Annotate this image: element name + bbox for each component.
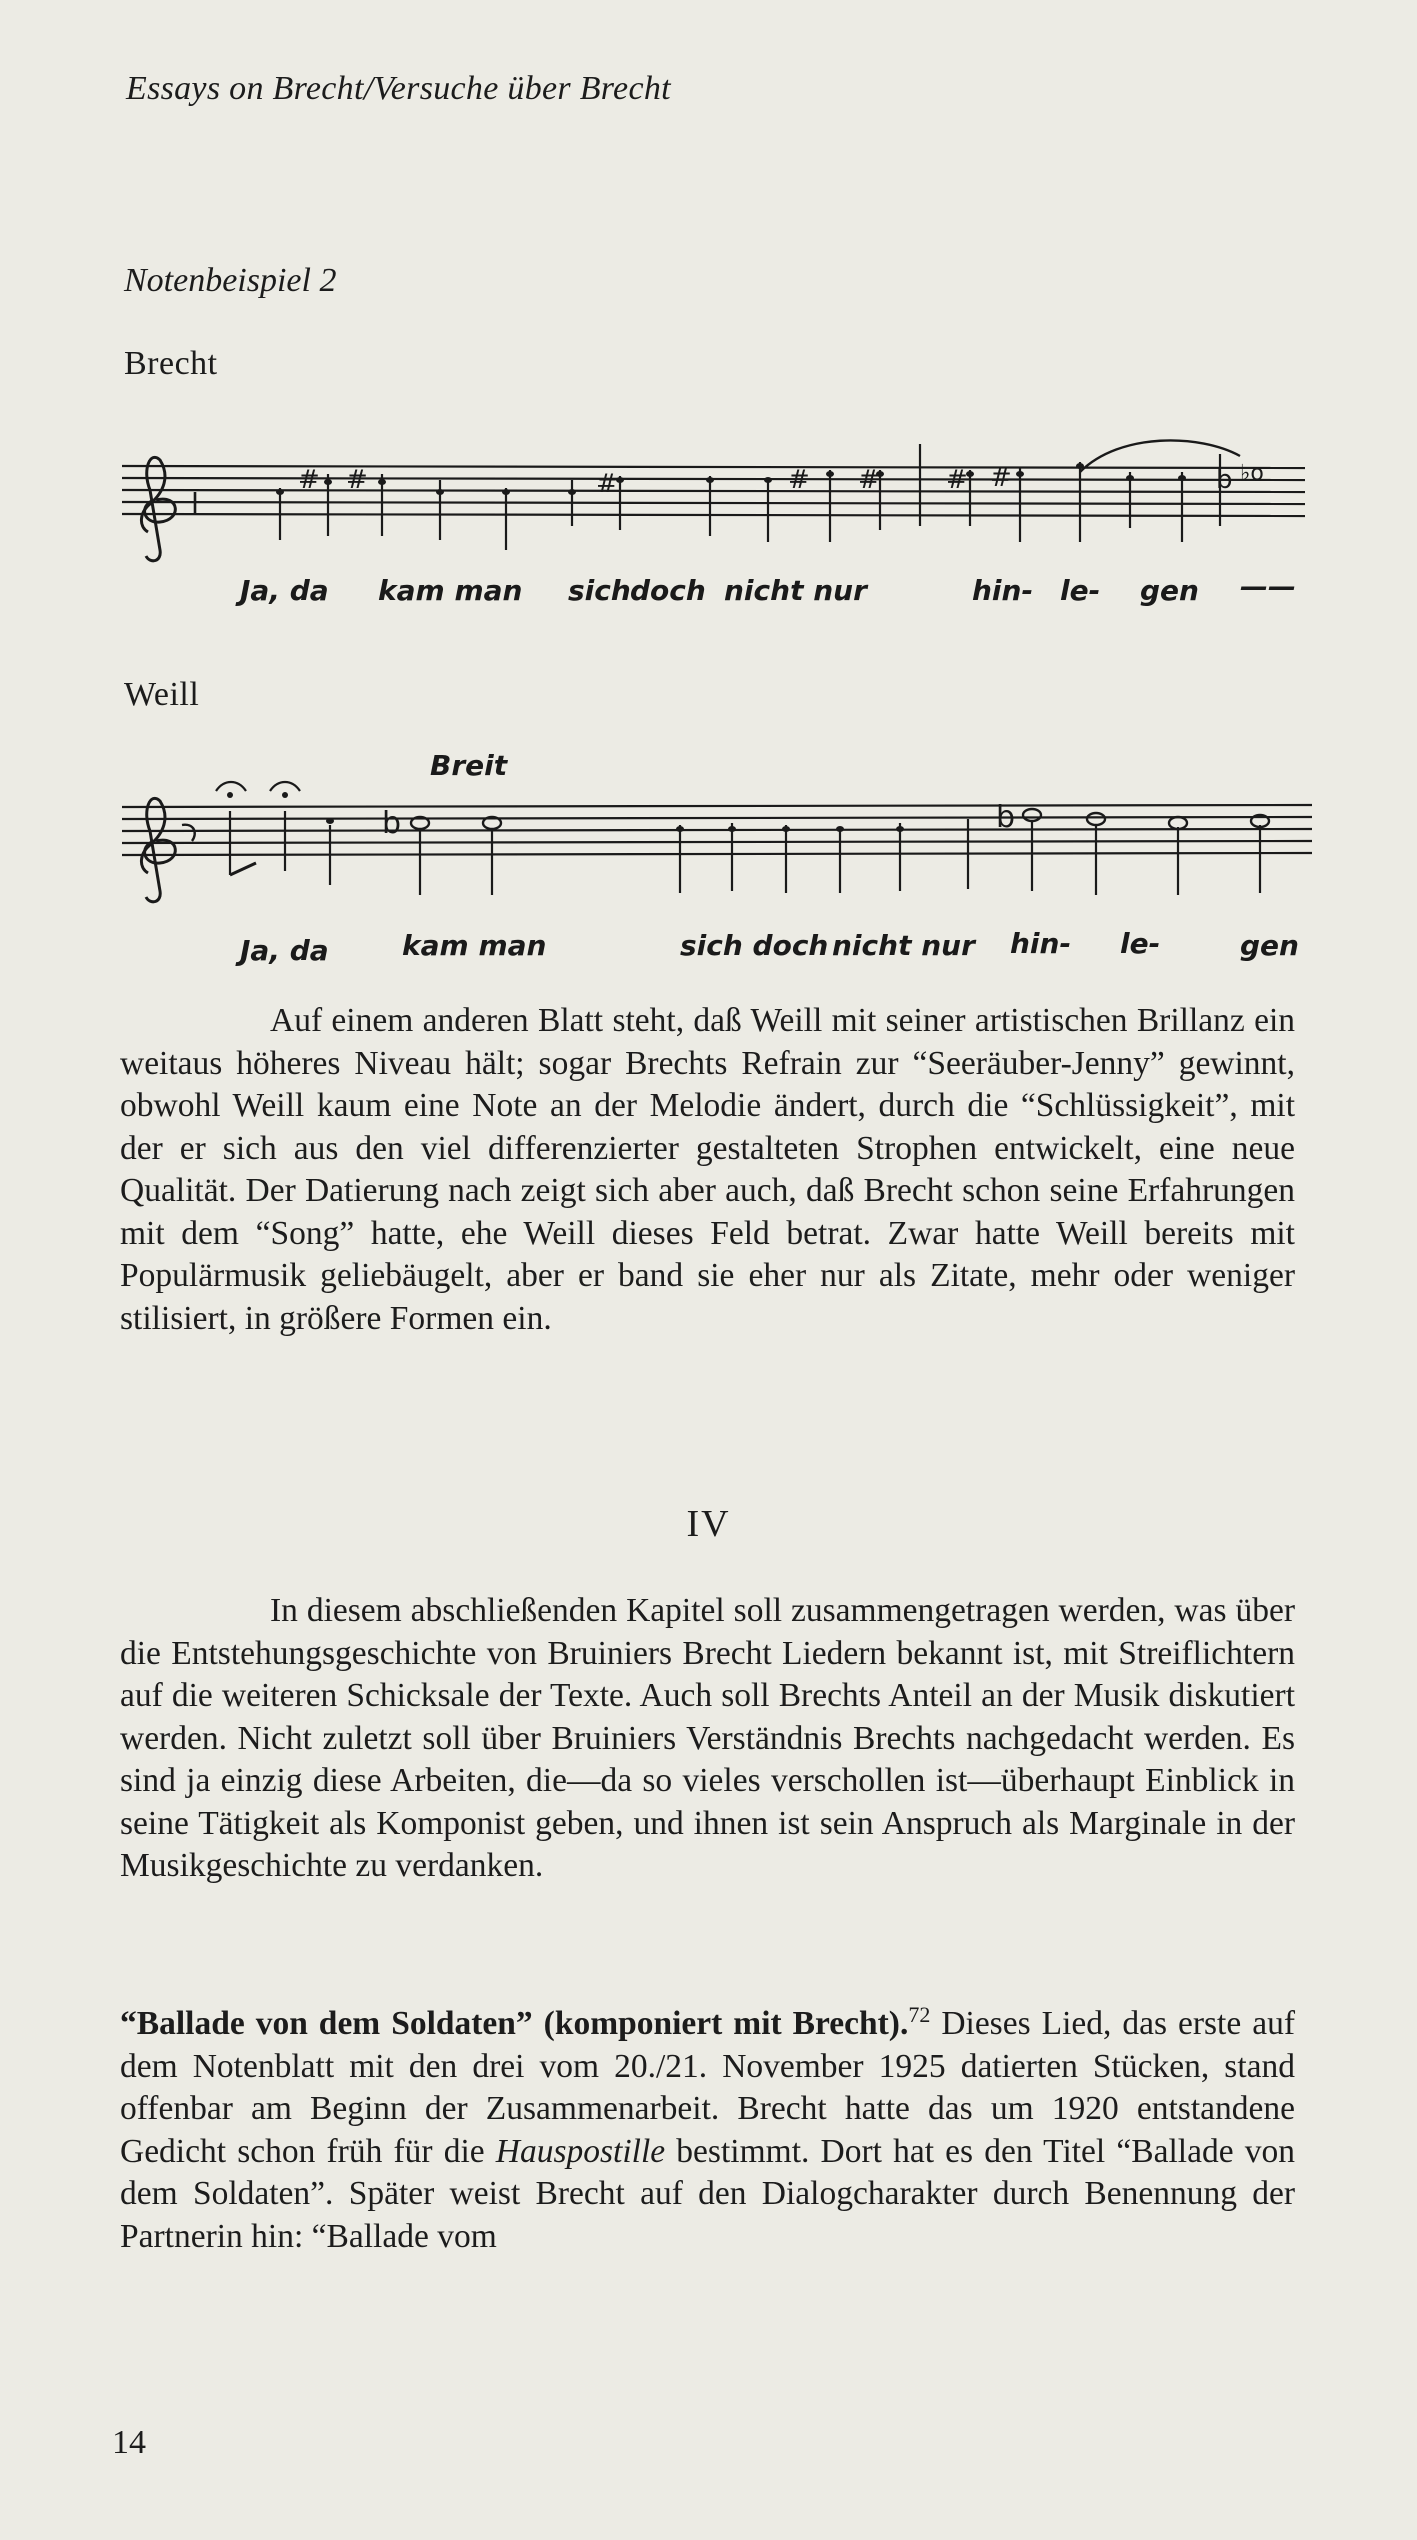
brecht-lyric: kam man [378, 574, 523, 607]
paragraph-text-part: bestimmt. Dort hat es den Titel “Ballade von dem Soldaten”. Später weist Brecht auf den Dialogcharakter durch Benennung der Partnerin hin: “Ballade vom [120, 2132, 1295, 2255]
body-paragraph-2 [120, 1590, 1295, 1888]
weill-lyric: sich doch [680, 929, 829, 962]
section-heading: IV [686, 1503, 731, 1545]
weill-lyric: nicht nur [832, 929, 975, 962]
brecht-lyric: —— [1240, 570, 1296, 603]
brecht-lyric: doch [630, 574, 706, 607]
brecht-staff-label: Brecht [124, 345, 218, 382]
brecht-lyric: nicht nur [724, 574, 867, 607]
paragraph-text: In diesem abschließenden Kapitel soll zusammengetragen werden, was über die Entstehungsgeschichte von Bruiniers Brecht Liedern bekannt ist, mit Streiflichtern auf die weiteren Schicksale der Texte. Auch soll Brechts Anteil an der Musik diskutiert werden. Nicht zuletzt soll über Bruiniers Verständnis Brechts nachgedacht werden. Es sind ja einzig diese Arbeiten, die—da so vieles verschollen ist—überhaupt Einblick in seine Tätigkeit als Komponist geben, und ihnen ist sein Anspruch als Marginale in der Musikgeschichte zu verdanken. [120, 1592, 1295, 1884]
footnote-marker: 72 [908, 2001, 931, 2027]
brecht-lyric: gen [1140, 574, 1199, 607]
brecht-lyric: Ja, da [240, 574, 329, 607]
weill-music-staff [120, 745, 1320, 985]
weill-staff-label: Weill [124, 676, 200, 713]
song-title-lead: “Ballade von dem Soldaten” (komponiert mit Brecht). [120, 2005, 909, 2042]
svg-text:b: b [1216, 465, 1233, 495]
brecht-lyric: sich [568, 574, 631, 607]
weill-lyric: kam man [402, 929, 547, 962]
brecht-lyric: le- [1060, 574, 1101, 607]
weill-lyric: le- [1120, 927, 1161, 960]
italic-title: Hauspostille [495, 2132, 666, 2170]
svg-text:#: # [596, 469, 618, 499]
svg-text:#: # [990, 463, 1012, 493]
brecht-lyric: hin- [972, 574, 1034, 607]
svg-text:#: # [858, 465, 880, 495]
brecht-music-staff [120, 430, 1320, 640]
svg-text:b: b [382, 806, 402, 841]
paragraph-text [120, 2003, 1295, 2258]
weill-lyric: gen [1240, 929, 1299, 962]
running-head: Essays on Brecht/Versuche über Brecht [126, 70, 671, 107]
body-paragraph-1 [120, 1000, 1295, 1340]
weill-lyric: hin- [1010, 927, 1072, 960]
svg-text:#: # [946, 465, 968, 495]
paragraph-text: Auf einem anderen Blatt steht, daß Weill mit seiner artistischen Brillanz ein weitaus höheres Niveau hält; sogar Brechts Refrain zur “Seeräuber-Jenny” gewinnt, obwohl Weill kaum eine Note an der Melodie ändert, durch die “Schlüssigkeit”, mit der er sich aus den viel differenzierter gestalteten Strophen entwickelt, eine neue Qualität. Der Datierung nach zeigt sich aber auch, daß Brecht schon seine Erfahrungen mit dem “Song” hatte, ehe Weill dieses Feld betrat. Zwar hatte Weill bereits mit Populärmusik geliebäugelt, aber er band sie eher nur als Zitate, mehr oder weniger stilisiert, in größere Formen ein. [120, 1002, 1295, 1337]
weill-annotation: Breit [430, 749, 508, 782]
svg-text:b: b [996, 800, 1016, 835]
svg-text:♭o: ♭o [1240, 461, 1264, 486]
paragraph-text-part: Dieses Lied, das erste auf dem Notenblatt mit den drei vom 20./21. November 1925 datierten Stücken, stand offenbar am Beginn der Zusammenarbeit. Brecht hatte das um 1920 entstandene Gedicht schon früh für die [120, 2005, 1295, 2170]
music-example-label: Notenbeispiel 2 [124, 262, 337, 299]
page-number: 14 [112, 2424, 146, 2461]
svg-text:#: # [346, 465, 368, 495]
svg-text:#: # [788, 465, 810, 495]
weill-lyric: Ja, da [240, 934, 329, 967]
body-paragraph-3 [120, 2003, 1295, 2258]
svg-text:#: # [298, 465, 320, 495]
